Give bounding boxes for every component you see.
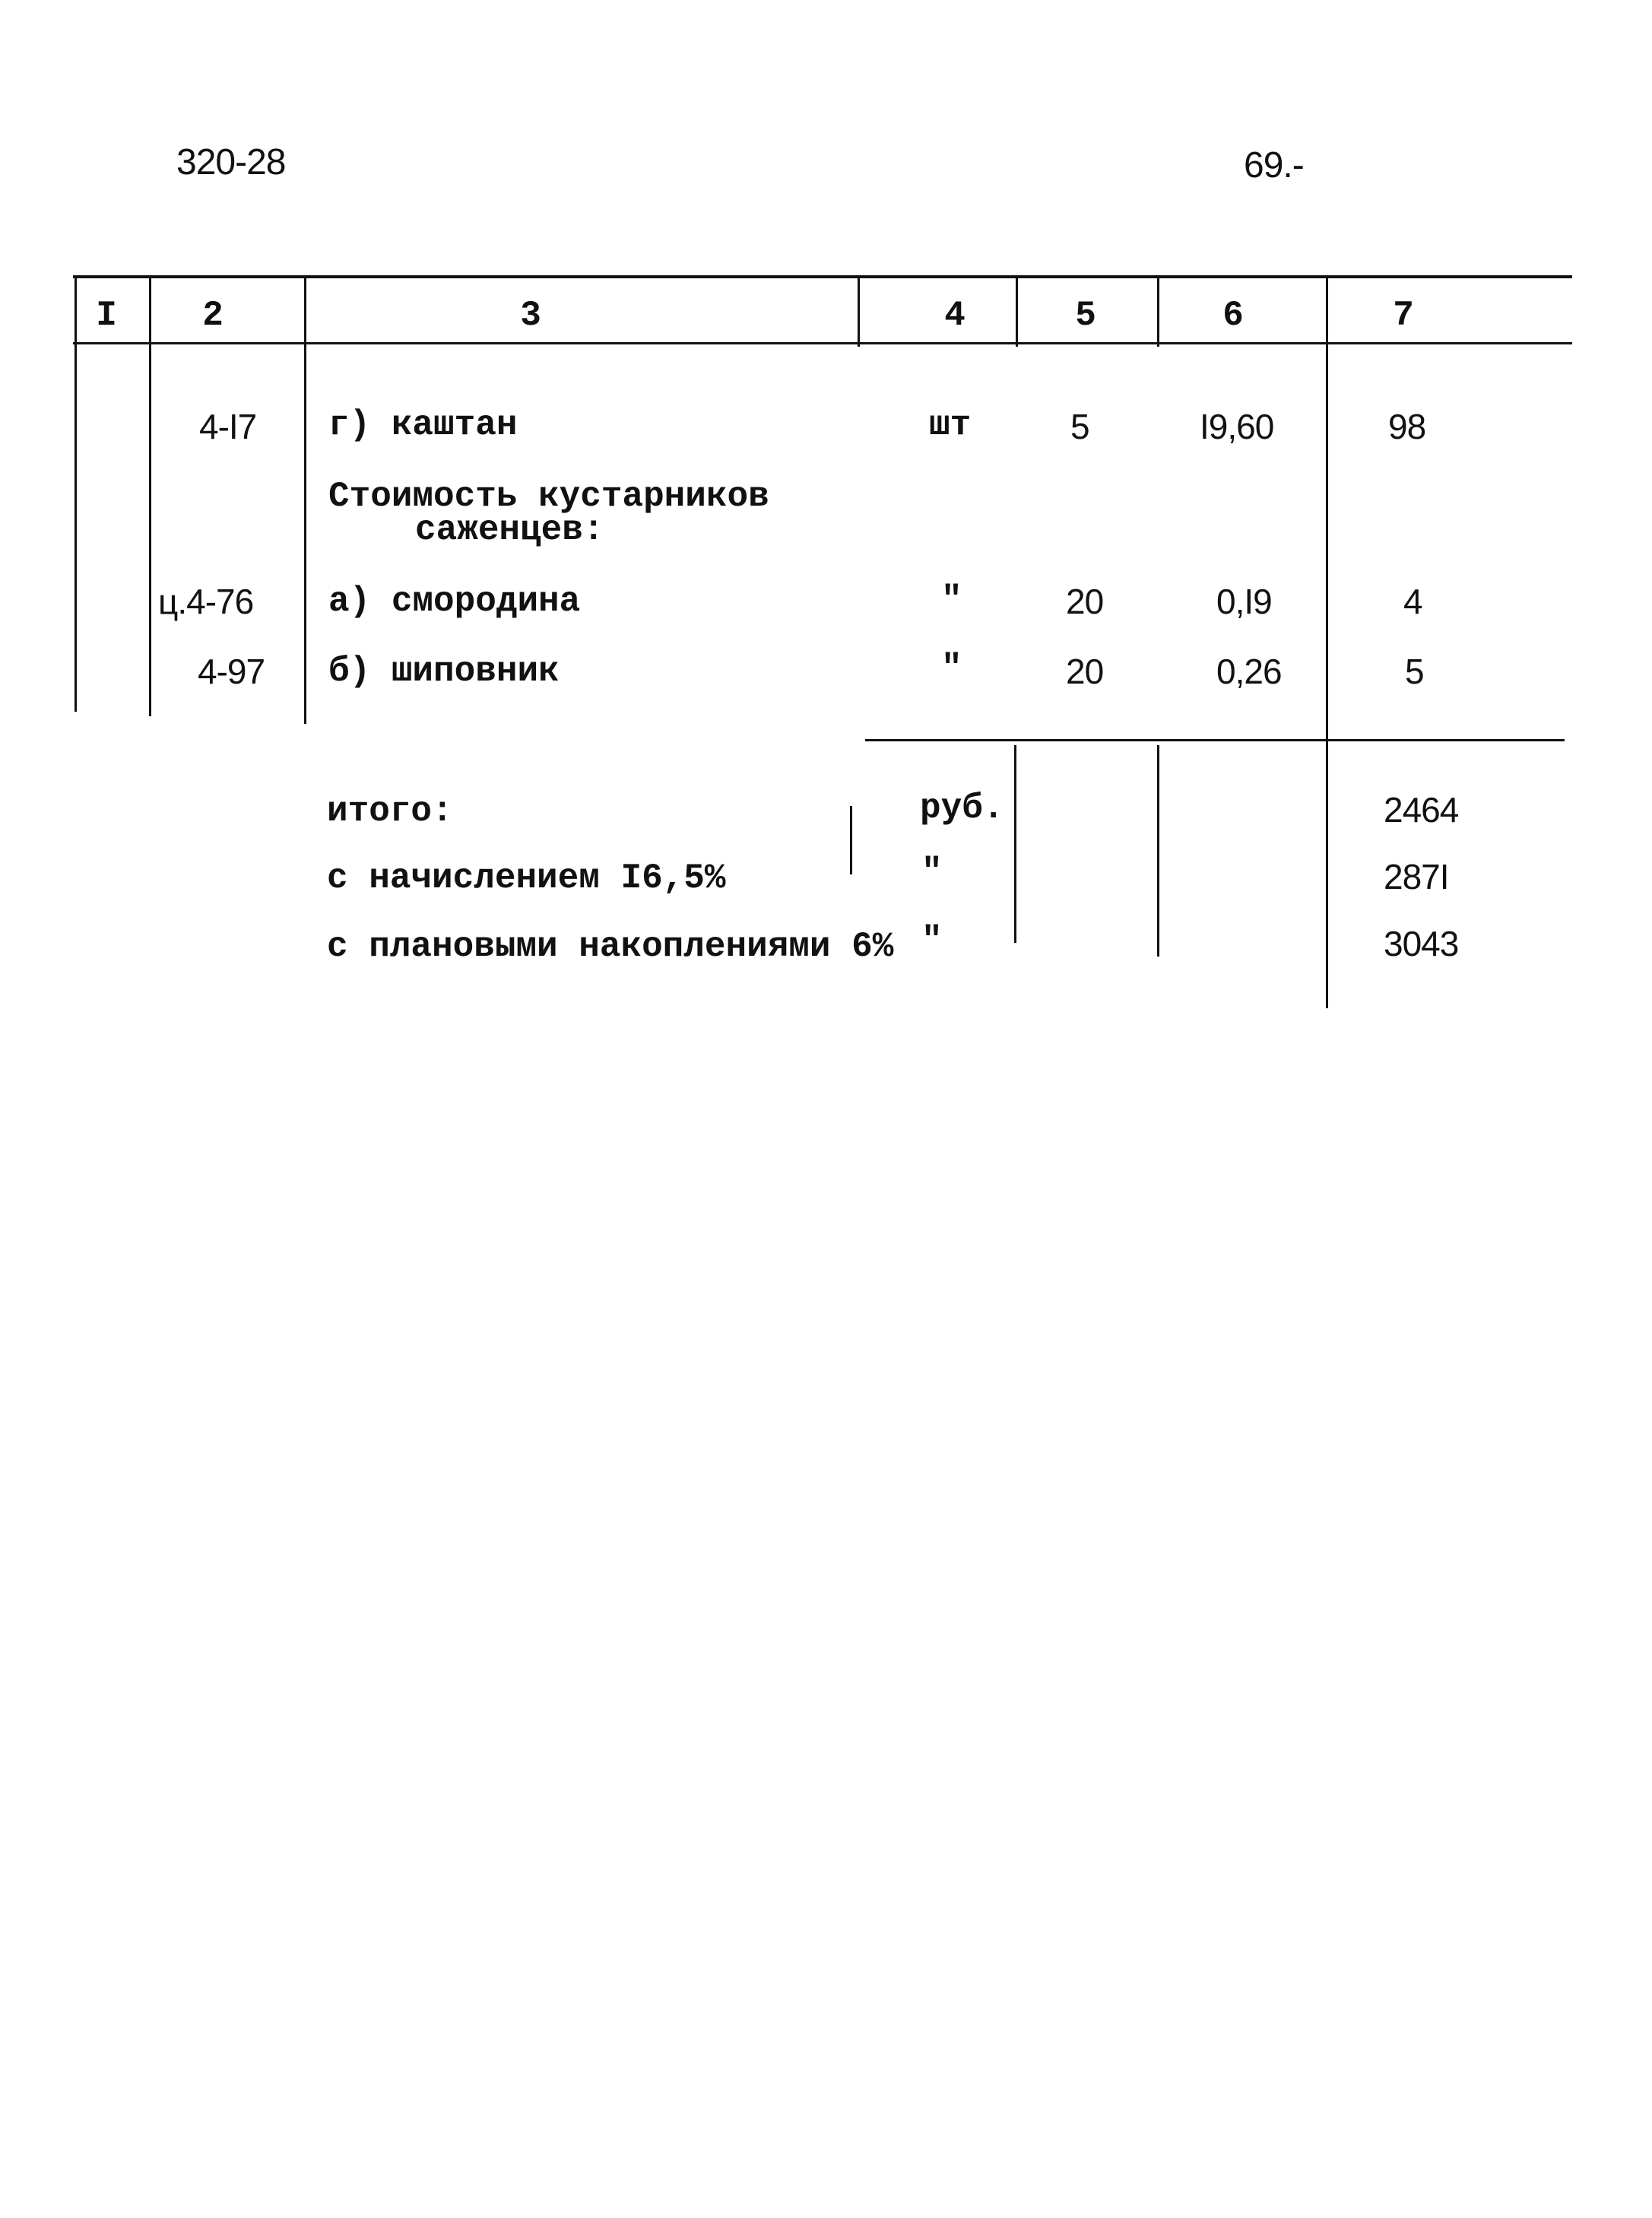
row-price: 0,26 [1216,652,1282,691]
row-price: I9,60 [1200,407,1274,446]
row-name: а) смородина [328,582,581,621]
table-top-rule [73,275,1572,278]
col-divider-4-5-header [1016,278,1018,347]
column-header-3: 3 [520,296,541,335]
totals-label: с начислением I6,5% [327,858,726,898]
totals-value: 2464 [1384,790,1459,830]
row-total: 5 [1405,652,1424,691]
row-unit: шт [929,405,972,445]
row-name: г) каштан [328,405,518,445]
totals-label: с плановыми накоплениями 6% [327,927,894,966]
row-total: 98 [1388,407,1426,446]
totals-value: 3043 [1384,924,1459,963]
row-code: ц.4-76 [158,582,254,621]
document-number: 320-28 [176,142,286,182]
row-price: 0,I9 [1216,582,1272,621]
subtotal-rule [865,739,1565,741]
header-bottom-rule [73,342,1572,344]
totals-unit: руб. [920,789,1004,828]
totals-label: итого: [327,792,453,831]
column-header-1: I [96,296,117,335]
totals-value: 287I [1384,857,1449,896]
totals-unit: " [921,921,943,960]
col-divider-1-2 [149,278,151,716]
row-code: 4-97 [198,652,265,691]
col-divider-6-7 [1326,278,1328,1008]
row-name: б) шиповник [328,652,560,691]
col-divider-5-6-header [1157,278,1159,347]
section-title: Стоимость кустарников [328,477,769,516]
page-number: 69.- [1244,145,1304,186]
col-divider-5-6-totals [1157,745,1159,957]
totals-unit: " [921,852,943,892]
col-divider-4-5-totals [1014,745,1016,943]
row-unit: " [941,580,962,620]
col-divider-3-4-totals [850,806,852,874]
section-title-continued: саженцев: [415,510,604,550]
column-header-5: 5 [1075,296,1096,335]
column-header-6: 6 [1222,296,1244,335]
row-qty: 20 [1066,582,1104,621]
row-total: 4 [1403,582,1422,621]
column-header-2: 2 [202,296,224,335]
row-code: 4-I7 [199,407,257,446]
col-divider-2-3 [304,278,306,724]
row-unit: " [941,649,962,688]
column-header-7: 7 [1393,296,1414,335]
row-qty: 20 [1066,652,1104,691]
col-divider-left [75,278,77,712]
col-divider-3-4-header [858,278,860,347]
column-header-4: 4 [944,296,966,335]
row-qty: 5 [1070,407,1089,446]
